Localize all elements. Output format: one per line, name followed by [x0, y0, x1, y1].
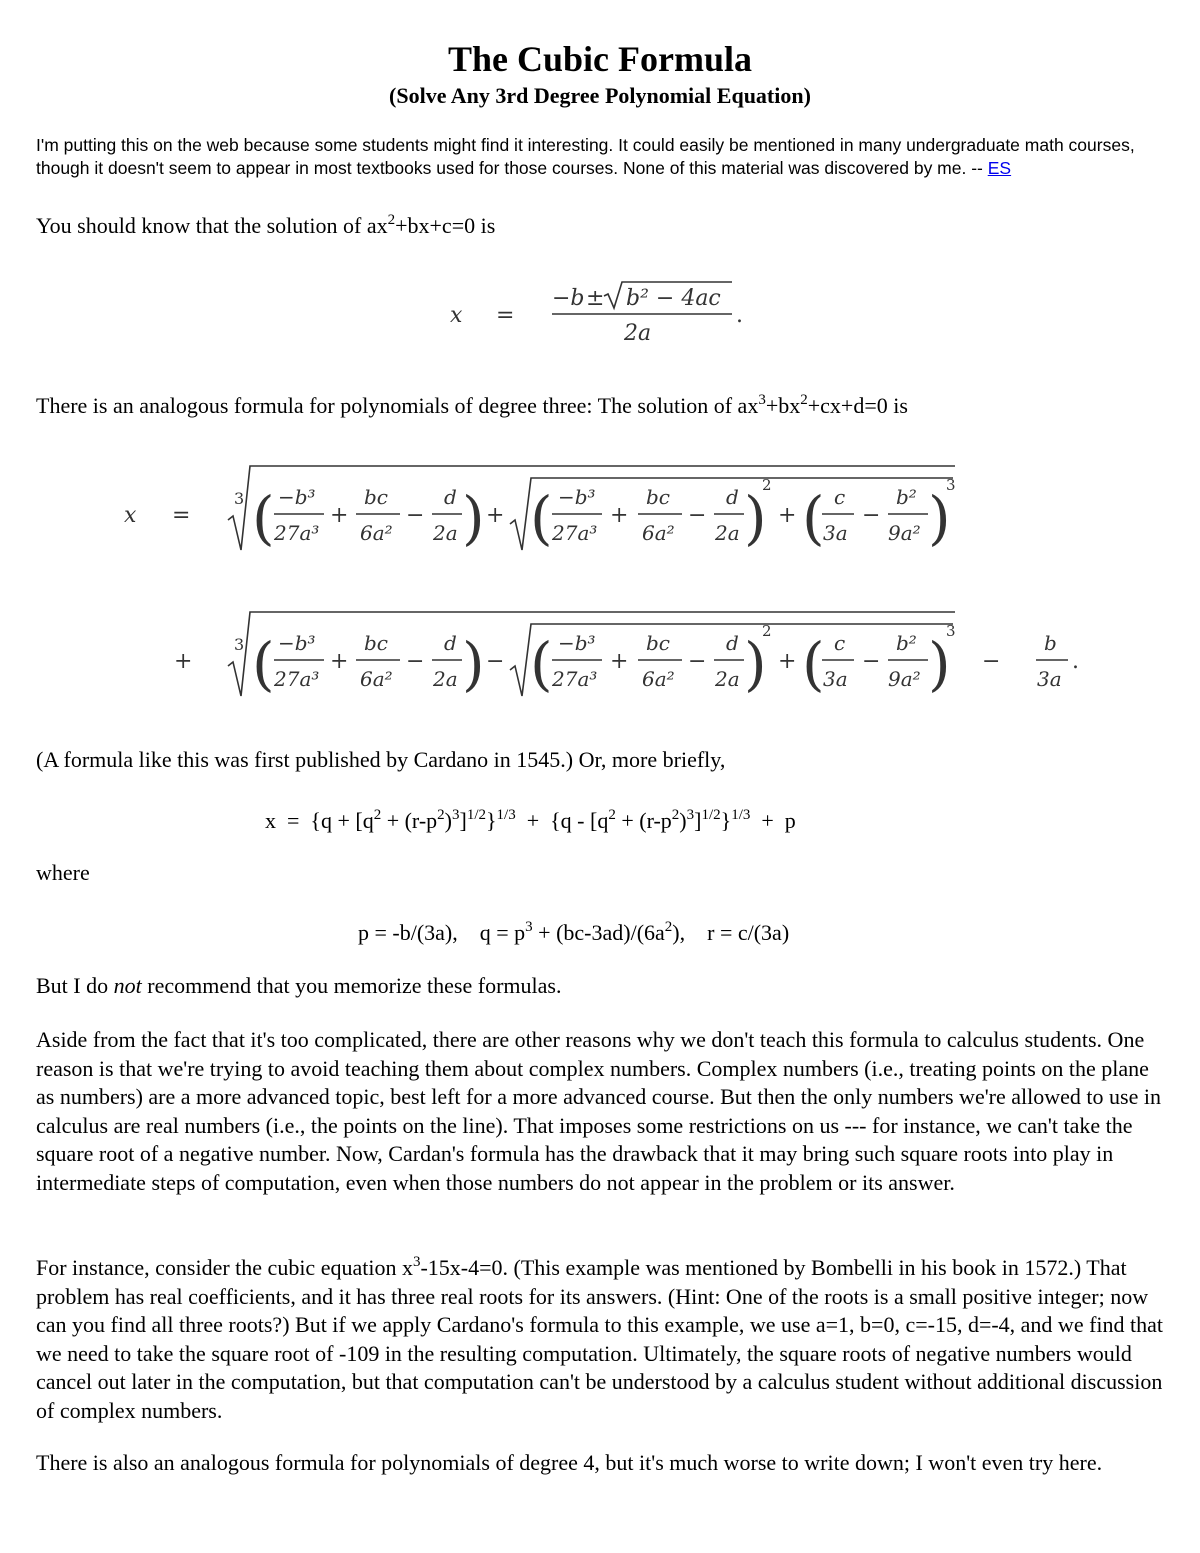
bf-part-e: } [485, 808, 497, 833]
cf2-2a: 2a [433, 667, 458, 691]
cf1-root-index: 3 [234, 489, 245, 508]
bf-sup-10: 1/3 [731, 807, 751, 823]
cf2-final-b: b [1044, 631, 1057, 655]
wf-sup-2: 2 [664, 919, 673, 935]
cf1-paren2-open: ( [802, 484, 825, 552]
bf-part-b: + (r-p [381, 808, 438, 833]
cubic-formula-line-2 [110, 604, 1090, 709]
quadratic-formula [440, 272, 760, 352]
cubic-intro-mid: +bx [765, 393, 801, 418]
cf1-inner-minus: − [688, 503, 707, 528]
cf2-minus1: − [406, 649, 425, 674]
cubic-intro-lead: There is an analogous formula for polynomials of degree three: The solution of ax [36, 393, 759, 418]
cf2-minus2: − [862, 649, 881, 674]
cf2-d: d [444, 631, 457, 655]
bf-part-a: x = {q + [q [265, 808, 374, 833]
bf-part-h: ) [679, 808, 687, 833]
cf1-3a: 3a [823, 521, 848, 545]
cf1-d: d [444, 485, 457, 509]
cf1-paren-open: ( [252, 484, 275, 552]
page-subtitle: (Solve Any 3rd Degree Polynomial Equation) [389, 83, 811, 108]
bf-part-c: ) [444, 808, 452, 833]
where-label: where [36, 860, 90, 885]
cf1-plus1: + [330, 503, 349, 528]
qf-denominator: 2a [624, 321, 652, 346]
cf2-bc: bc [364, 631, 389, 655]
cf2-inner-neg-b3: −b³ [558, 631, 596, 655]
cf2-c: c [834, 631, 846, 655]
bombelli-lead: For instance, consider the cubic equation x [36, 1255, 413, 1280]
cf1-2a: 2a [433, 521, 458, 545]
cf2-neg-b3: −b³ [278, 631, 316, 655]
qf-plus-minus: ± [586, 286, 605, 311]
cubic-intro [36, 392, 1166, 421]
cf2-inner-2a: 2a [715, 667, 740, 691]
quadratic-lead: You should know that the solution of ax [36, 213, 388, 238]
cubic-intro-exp1: 3 [758, 392, 766, 408]
cf1-minus1: − [406, 503, 425, 528]
cf2-b2: b² [896, 631, 917, 655]
cf1-inner-paren-open: ( [530, 484, 553, 552]
bf-part-f: + {q - [q [515, 808, 609, 833]
cf2-inner-6a2: 6a² [642, 667, 675, 691]
intro-text: I'm putting this on the web because some students might find it interesting. It could easily be mentioned in many undergraduate math courses, though it doesn't seem to appear in most textbooks used for those courses. None of this material was discovered by me. -- [36, 135, 1135, 178]
page-title: The Cubic Formula [447, 39, 752, 79]
bf-sup-6: 2 [608, 807, 616, 823]
cf1-inner-27a3: 27a³ [552, 521, 598, 545]
cf2-plus3: + [778, 649, 797, 674]
paragraph-bombelli [36, 1254, 1166, 1425]
cf2-inner-bc: bc [646, 631, 671, 655]
bf-sup-8: 3 [686, 807, 695, 823]
bf-part-j: } [720, 808, 732, 833]
quadratic-tail: +bx+c=0 is [395, 213, 496, 238]
cf2-inner-paren-close: ) [744, 630, 767, 698]
cf1-plus3: + [778, 503, 797, 528]
wf-part-c: ), r = c/(3a) [672, 920, 790, 945]
bf-sup-3: 3 [451, 807, 460, 823]
cf1-b2: b² [896, 485, 917, 509]
cf1-27a3: 27a³ [274, 521, 320, 545]
memorize-lead: But I do [36, 973, 114, 998]
cf2-inner-paren-open: ( [530, 630, 553, 698]
cf2-plus-lead: + [174, 649, 193, 674]
qf-neg-b: −b [552, 286, 585, 311]
cf1-minus2: − [862, 503, 881, 528]
cf1-inner-paren-close: ) [744, 484, 767, 552]
qf-x: x [450, 303, 463, 328]
bf-sup-1: 2 [373, 807, 382, 823]
wf-part-b: + (bc-3ad)/(6a [532, 920, 665, 945]
bf-part-i: ] [694, 808, 702, 833]
cf2-3a: 3a [823, 667, 848, 691]
cf2-plus1: + [330, 649, 349, 674]
cf2-inner-27a3: 27a³ [552, 667, 598, 691]
bf-sup-7: 2 [671, 807, 680, 823]
cf2-paren2-close: ) [928, 630, 951, 698]
cf1-inner-bc: bc [646, 485, 671, 509]
bombelli-exponent: 3 [412, 1254, 421, 1270]
cubic-formula-line-1 [110, 458, 970, 563]
cf1-6a2: 6a² [360, 521, 393, 545]
cf1-inner-2a: 2a [715, 521, 740, 545]
cf2-inner-d: d [726, 631, 739, 655]
quadratic-exponent: 2 [387, 212, 396, 228]
cubic-intro-exp2: 2 [800, 392, 808, 408]
quadratic-intro [36, 212, 1166, 241]
cf2-paren-close: ) [462, 630, 485, 698]
bf-sup-9: 1/2 [701, 807, 721, 823]
cf1-square-exp: 2 [762, 476, 772, 494]
cf2-paren2-open: ( [802, 630, 825, 698]
where-formula [358, 918, 789, 948]
cf1-paren2-close: ) [928, 484, 951, 552]
cubic-intro-tail: +cx+d=0 is [807, 393, 908, 418]
memorize-emphasis: not [113, 973, 142, 998]
cf1-inner-d: d [726, 485, 739, 509]
cf1-inner-6a2: 6a² [642, 521, 675, 545]
cf2-27a3: 27a³ [274, 667, 320, 691]
paragraph-aside: Aside from the fact that it's too complicated, there are other reasons why we don't teach this formula to calculus students. One reason is that we're trying to avoid teaching them about complex numbers. Complex numbers (i.e., treating points on the plane as numbers) are a more advanced topic, best left for a more advanced course. But then the only numbers we're allowed to use in calculus are real numbers (i.e., the points on the line). That imposes some restrictions on us --- for instance, we can't take the square root of a negative number. Now, Cardan's formula has the drawback that it may bring such square roots into play in intermediate steps of computation, even when those numbers do not appear in the problem or its answer. [36, 1027, 1161, 1195]
cf1-equals: = [172, 503, 191, 528]
cf1-inner-neg-b3: −b³ [558, 485, 596, 509]
cf2-6a2: 6a² [360, 667, 393, 691]
bf-part-g: + (r-p [615, 808, 672, 833]
qf-equals: = [496, 303, 515, 328]
cf1-cube-exp: 3 [946, 476, 956, 494]
qf-period: . [736, 303, 743, 328]
bombelli-tail: -15x-4=0. (This example was mentioned by Bombelli in his book in 1572.) That problem has real coefficients, and it has three real roots for its answers. (Hint: One of the roots is a small positive integer; now can you find all three roots?) But if we apply Cardano's formula to this example, we use a=1, b=0, c=-15, d=-4, and we find that we need to take the square root of -109 in the resulting computation. Ultimately, the square roots of negative numbers would cancel out later in the computation, but that computation can't be understood by a calculus student without additional discussion of complex numbers. [36, 1255, 1164, 1423]
cf1-paren-close: ) [462, 484, 485, 552]
cf2-minus-sqrt: − [486, 649, 505, 674]
cf1-x: x [124, 503, 137, 528]
cf2-root-index: 3 [234, 635, 245, 654]
wf-sup-1: 3 [525, 919, 533, 935]
cf2-inner-minus: − [688, 649, 707, 674]
memorize-tail: recommend that you memorize these formulas. [141, 973, 562, 998]
qf-radicand: b² − 4ac [626, 286, 721, 311]
cf2-paren-open: ( [252, 630, 275, 698]
bf-sup-2: 2 [437, 807, 445, 823]
intro-paragraph [36, 134, 1166, 180]
bf-sup-4: 1/2 [466, 807, 486, 823]
cf2-inner-plus: + [610, 649, 629, 674]
bf-part-k: + p [750, 808, 796, 833]
wf-part-a: p = -b/(3a), q = p [358, 920, 526, 945]
cf1-9a2: 9a² [888, 521, 921, 545]
bf-part-d: ] [459, 808, 467, 833]
memorize-note [36, 972, 1166, 1001]
bf-sup-5: 1/3 [496, 807, 516, 823]
cf2-minus-final: − [982, 649, 1001, 674]
cf1-neg-b3: −b³ [278, 485, 316, 509]
cf1-plus2: + [486, 503, 505, 528]
cardano-line: (A formula like this was first published by Cardano in 1545.) Or, more briefly, [36, 747, 726, 772]
author-link[interactable]: ES [987, 158, 1012, 178]
cf2-cube-exp: 3 [946, 622, 956, 640]
brief-formula [265, 806, 796, 836]
cf1-bc: bc [364, 485, 389, 509]
cf1-inner-plus: + [610, 503, 629, 528]
cf2-period: . [1072, 649, 1079, 674]
cf2-square-exp: 2 [762, 622, 772, 640]
cf2-final-3a: 3a [1037, 667, 1062, 691]
cf1-c: c [834, 485, 846, 509]
paragraph-degree-four: There is also an analogous formula for polynomials of degree 4, but it's much worse to write down; I won't even try here. [36, 1450, 1103, 1475]
cf2-9a2: 9a² [888, 667, 921, 691]
